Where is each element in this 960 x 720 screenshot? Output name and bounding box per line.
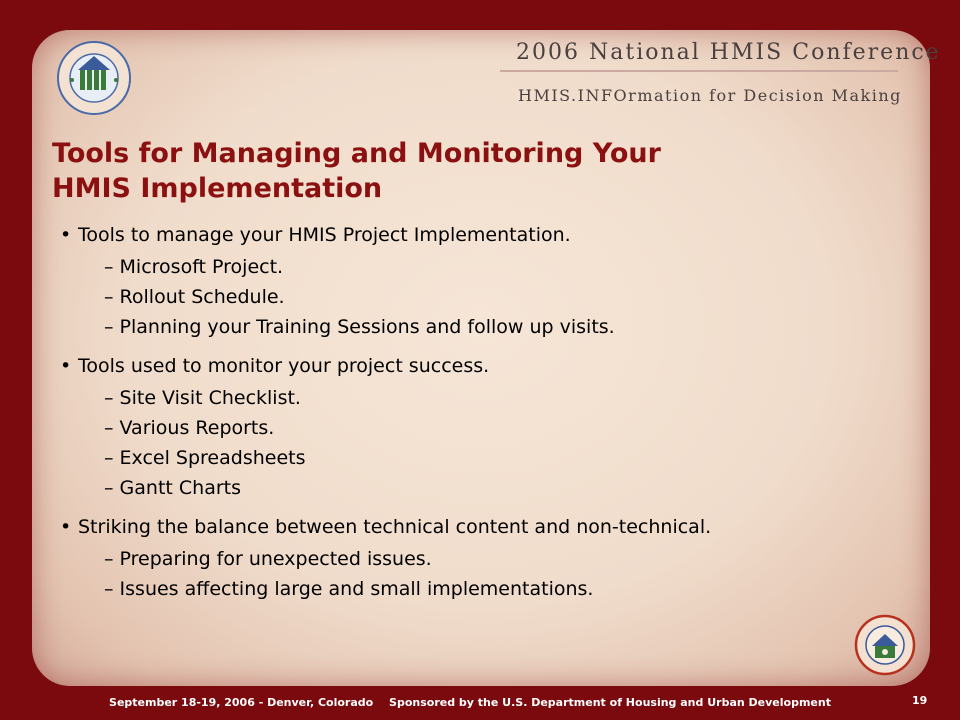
bullet-dot-icon: • <box>60 355 72 377</box>
header-divider <box>500 70 898 72</box>
sub-item: – Preparing for unexpected issues. <box>104 548 432 570</box>
bullet-item <box>60 353 880 380</box>
slide-title-line1: Tools for Managing and Monitoring Your <box>52 138 661 169</box>
page-number: 19 <box>912 694 928 707</box>
footer-event-info: September 18-19, 2006 - Denver, Colorado <box>109 696 374 709</box>
bullet-text: Tools to manage your HMIS Project Implementation. <box>78 224 571 246</box>
slide-content <box>60 222 880 615</box>
slide-title-line2: HMIS Implementation <box>52 173 383 204</box>
bullet-dot-icon: • <box>60 224 72 246</box>
bullet-group <box>60 222 880 339</box>
slide-title <box>52 136 872 206</box>
bullet-text: Striking the balance between technical content and non-technical. <box>78 516 712 538</box>
sub-item: – Issues affecting large and small implementations. <box>104 578 594 600</box>
bullet-group <box>60 514 880 601</box>
footer <box>60 696 880 709</box>
footer-sponsor: Sponsored by the U.S. Department of Housing and Urban Development <box>389 696 831 709</box>
conference-seal-icon <box>854 614 916 676</box>
conference-title: 2006 National HMIS Conference <box>516 40 941 65</box>
bullet-item <box>60 514 880 541</box>
sub-item: – Excel Spreadsheets <box>104 447 306 469</box>
sub-item: – Microsoft Project. <box>104 256 284 278</box>
sub-item: – Rollout Schedule. <box>104 286 285 308</box>
bullet-dot-icon: • <box>60 516 72 538</box>
bullet-text: Tools used to monitor your project success. <box>78 355 490 377</box>
conference-subtitle: HMIS.INFOrmation for Decision Making <box>518 86 902 105</box>
sub-item: – Site Visit Checklist. <box>104 387 301 409</box>
sub-item: – Planning your Training Sessions and follow up visits. <box>104 316 615 338</box>
bullet-item <box>60 222 880 249</box>
sub-item: – Gantt Charts <box>104 477 241 499</box>
bullet-group <box>60 353 880 500</box>
sub-item: – Various Reports. <box>104 417 275 439</box>
hud-seal-icon <box>56 40 132 116</box>
